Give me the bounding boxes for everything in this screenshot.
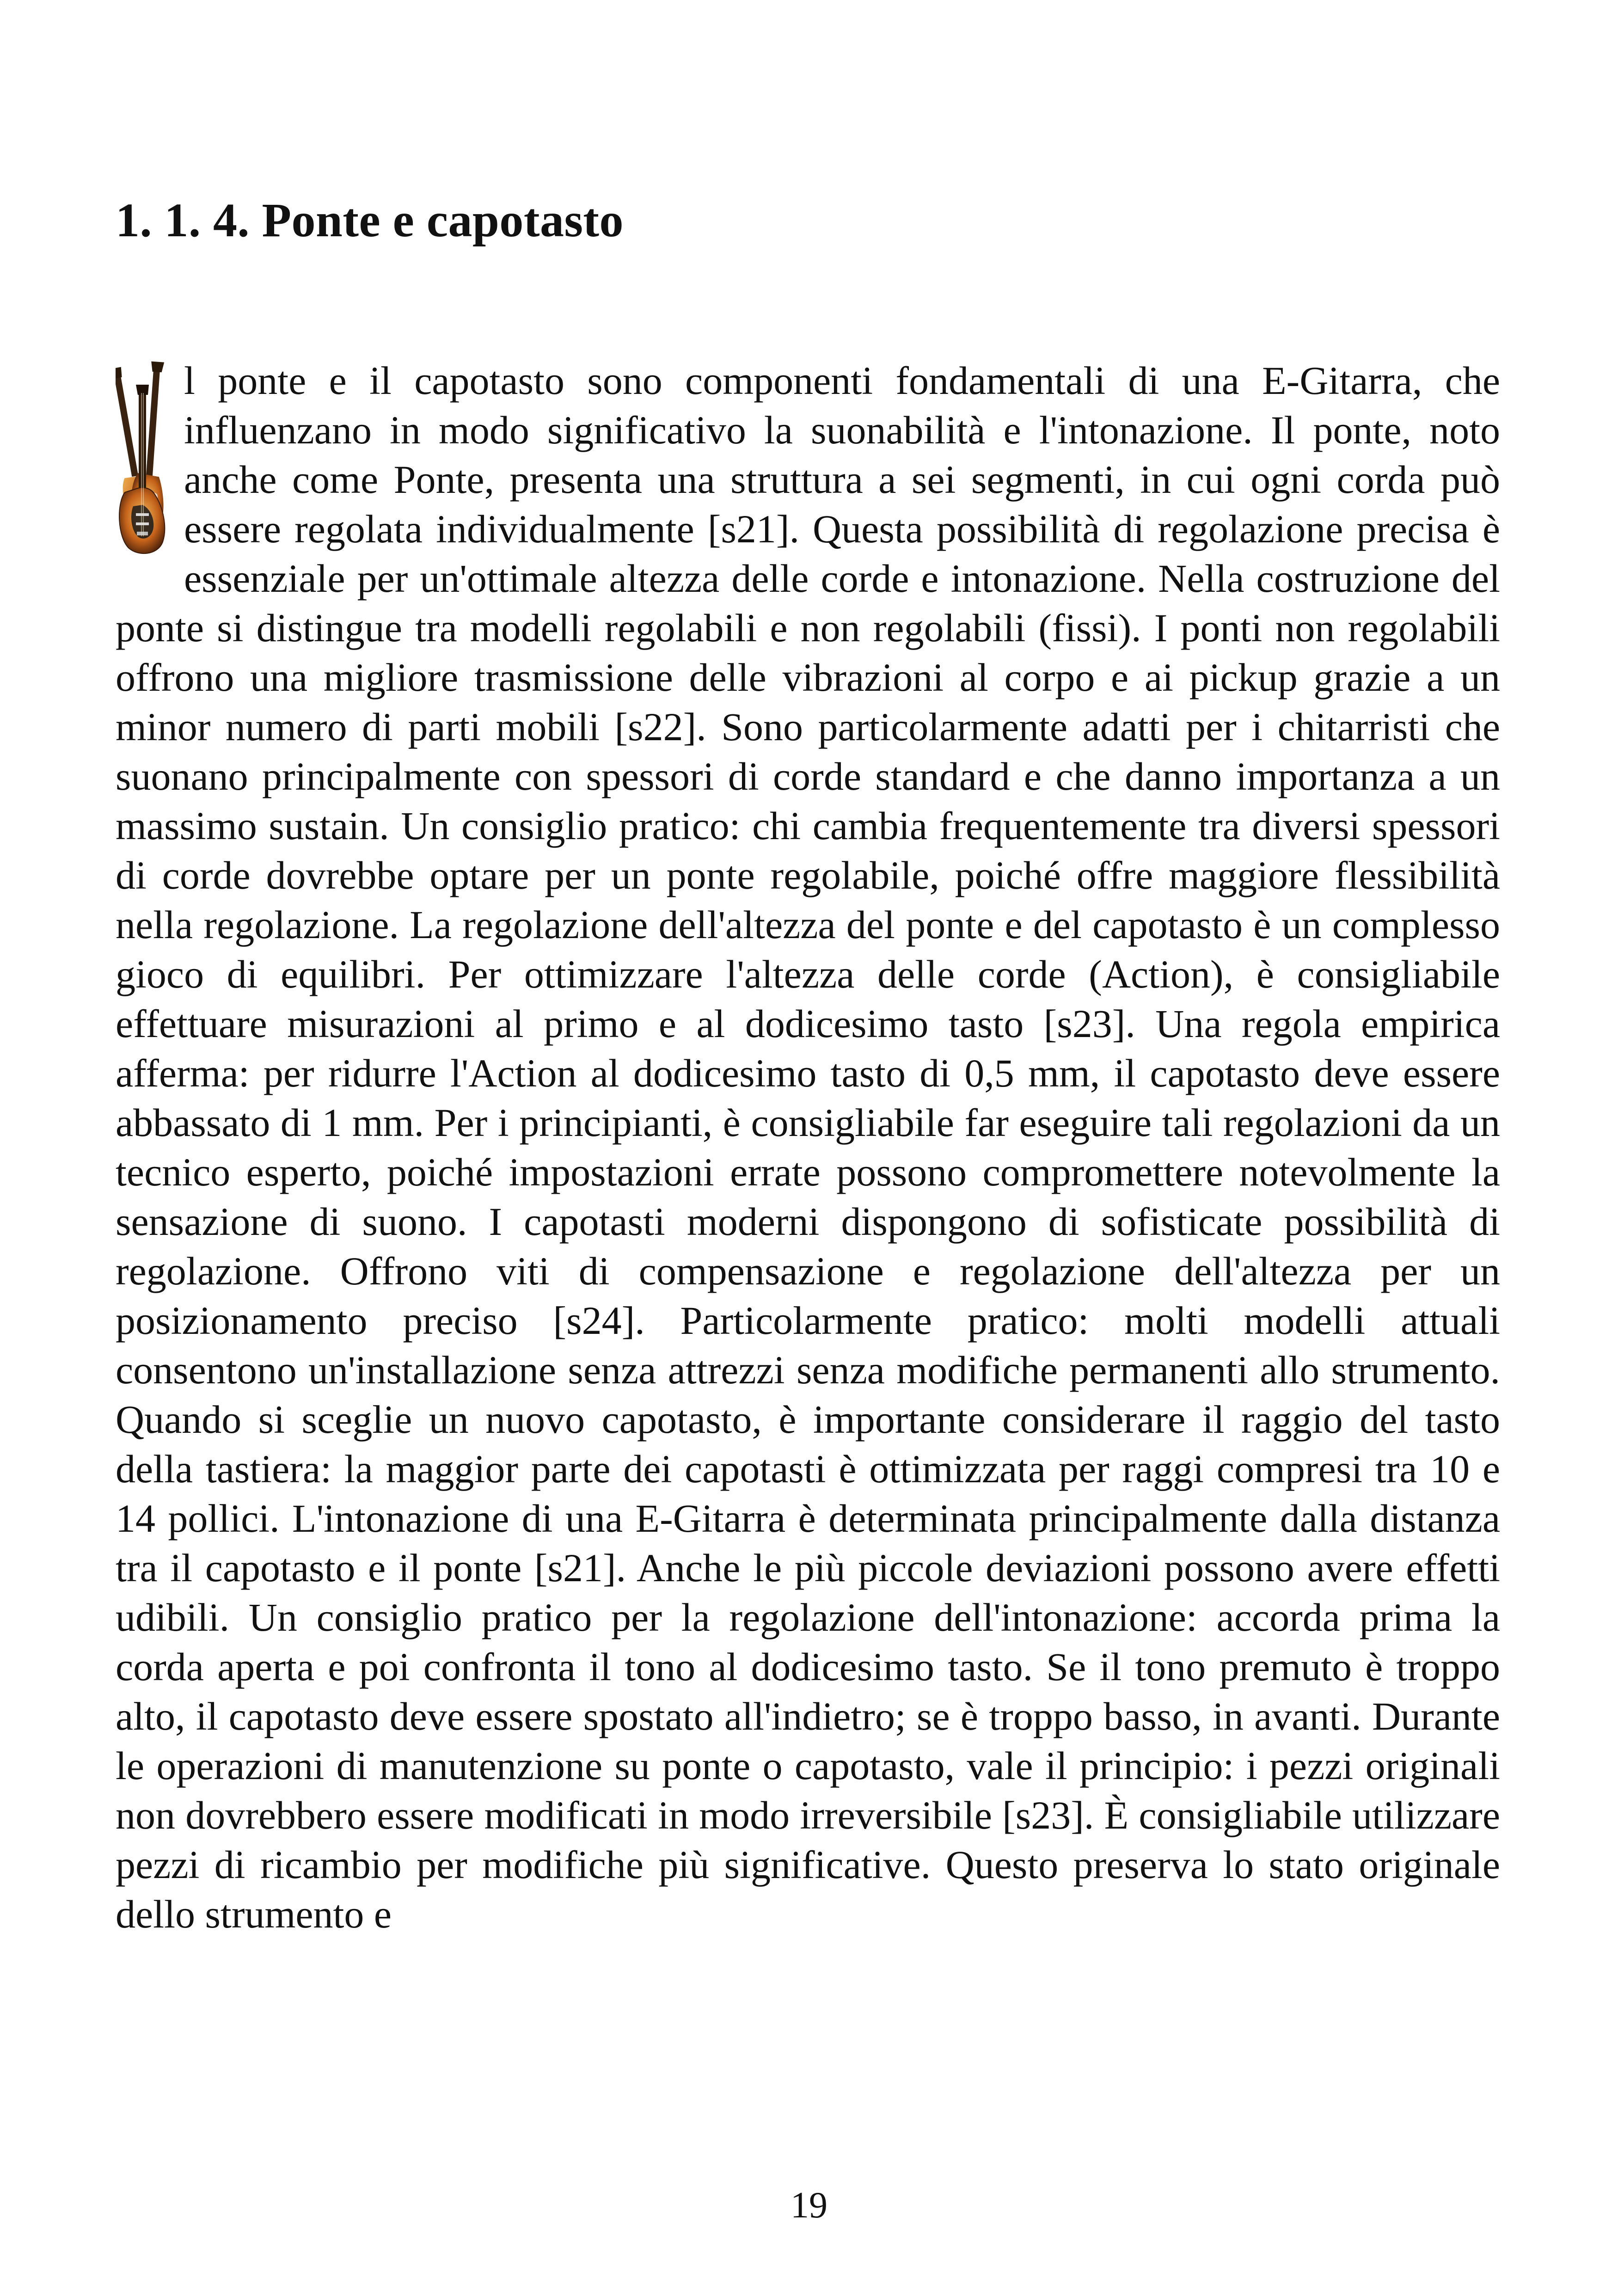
body-paragraph	[116, 356, 1500, 1939]
page-number: 19	[791, 2185, 827, 2226]
section-heading: 1. 1. 4. Ponte e capotasto	[116, 194, 624, 247]
body-text: l ponte e il capotasto sono componenti fondamentali di una E-Gitarra, che influenzano in modo significativo la suonabilità e l'intonazione. Il ponte, noto anche come Ponte, presenta una struttura a sei segmenti, in cui ogni corda può essere regolata individualmente [s21]. Questa possibilità di regolazione precisa è essenziale per un'ottimale altezza delle corde e intonazione. Nella costruzione del ponte si distingue tra modelli regolabili e non regolabili (fissi). I ponti non regolabili offrono una migliore trasmissione delle vibrazioni al corpo e ai pickup grazie a un minor numero di parti mobili [s22]. Sono particolarmente adatti per i chitarristi che suonano principalmente con spessori di corde standard e che danno importanza a un massimo sustain. Un consiglio pratico: chi cambia frequentemente tra diversi spessori di corde dovrebbe optare per un ponte regolabile, poiché offre maggiore flessibilità nella regolazione. La regolazione dell'altezza del ponte e del capotasto è un complesso gioco di equilibri. Per ottimizzare l'altezza delle corde (Action), è consigliabile effettuare misurazioni al primo e al dodicesimo tasto [s23]. Una regola empirica afferma: per ridurre l'Action al dodicesimo tasto di 0,5 mm, il capotasto deve essere abbassato di 1 mm. Per i principianti, è consigliabile far eseguire tali regolazioni da un tecnico esperto, poiché impostazioni errate possono compromettere notevolmente la sensazione di suono. I capotasti moderni dispongono di sofisticate possibilità di regolazione. Offrono viti di compensazione e regolazione dell'altezza per un posizionamento preciso [s24]. Particolarmente pratico: molti modelli attuali consentono un'installazione senza attrezzi senza modifiche permanenti allo strumento. Quando si sceglie un nuovo capotasto, è importante considerare il raggio del tasto della tastiera: la maggior parte dei capotasti è ottimizzata per raggi compresi tra 10 e 14 pollici. L'intonazione di una E-Gitarra è determinata principalmente dalla distanza tra il capotasto e il ponte [s21]. Anche le più piccole deviazioni possono avere effetti udibili. Un consiglio pratico per la regolazione dell'intonazione: accorda prima la corda aperta e poi confronta il tono al dodicesimo tasto. Se il tono premuto è troppo alto, il capotasto deve essere spostato all'indietro; se è troppo basso, in avanti. Durante le operazioni di manutenzione su ponte o capotasto, vale il principio: i pezzi originali non dovrebbero essere modificati in modo irreversibile [s23]. È consigliabile utilizzare pezzi di ricambio per modifiche più significative. Questo preserva lo stato originale dello strumento e	[116, 358, 1500, 1936]
electric-guitars-icon	[116, 361, 181, 559]
